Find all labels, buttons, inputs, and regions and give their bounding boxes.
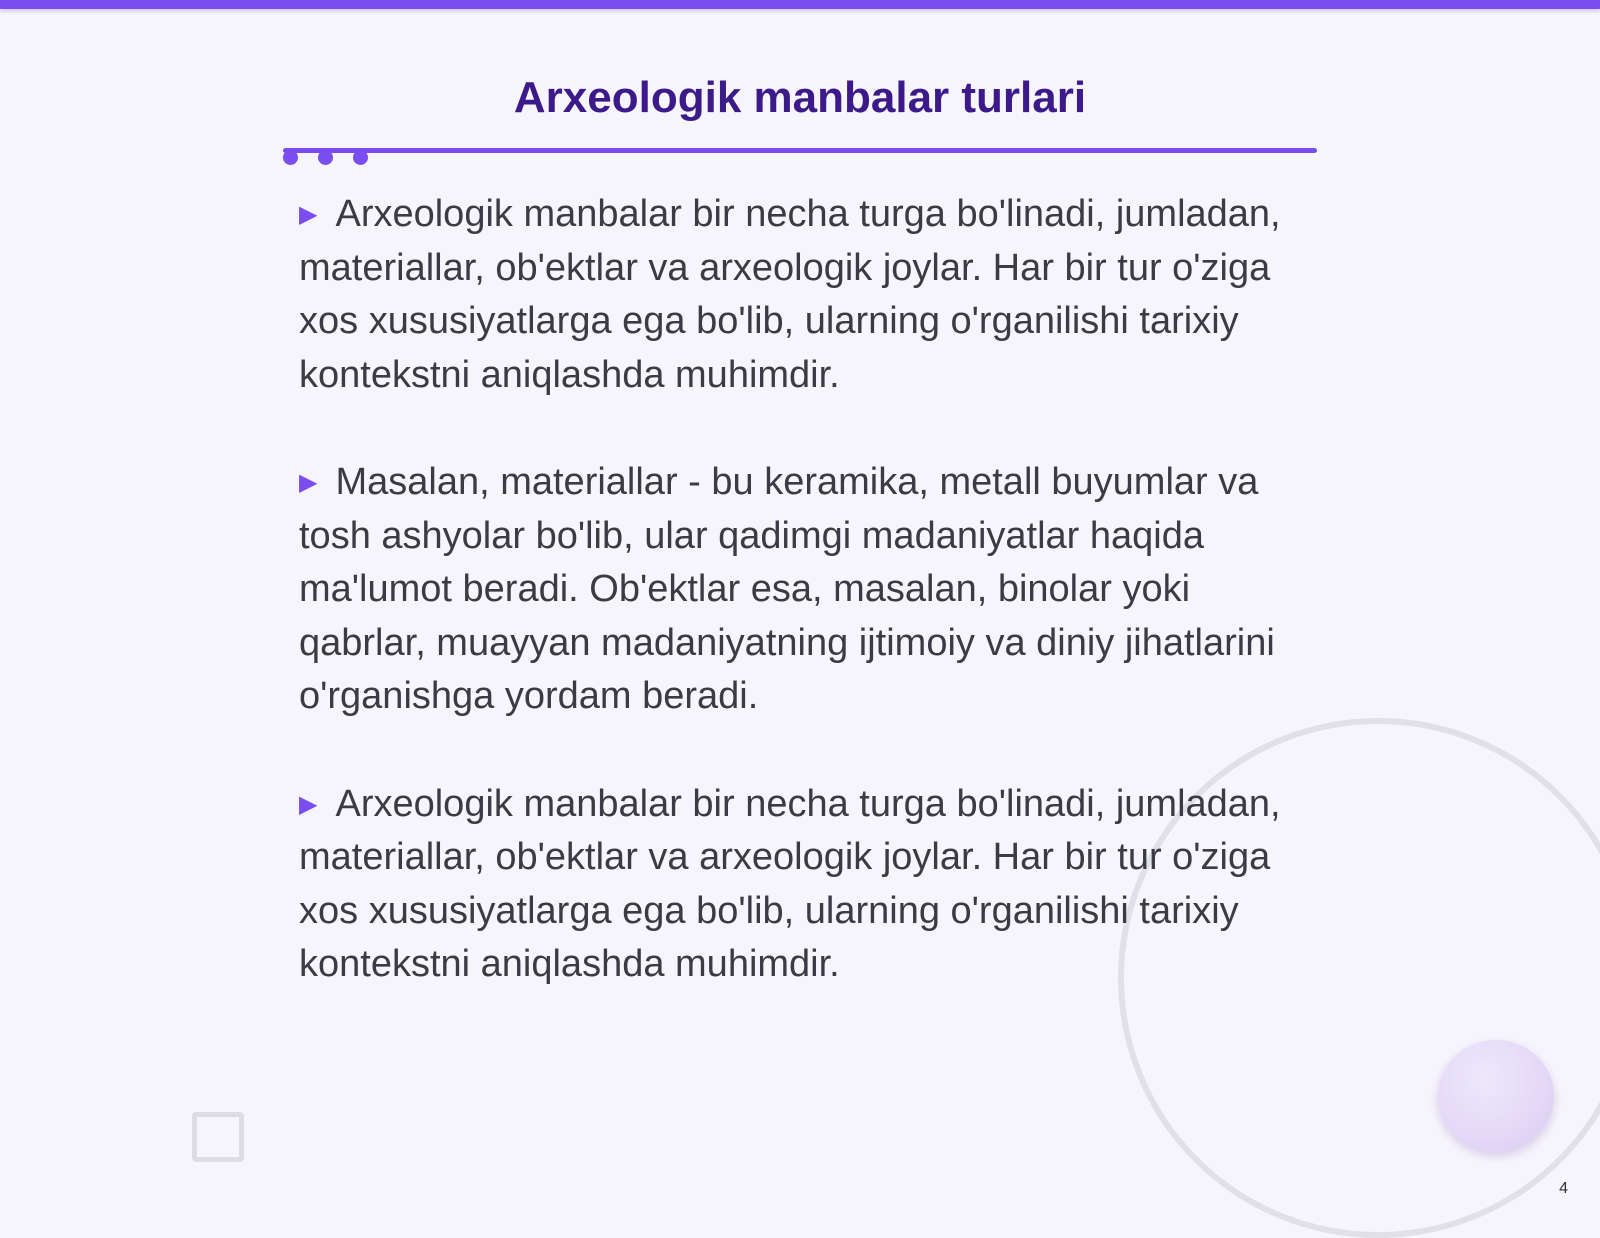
triangle-bullet-icon: ▶ [299, 469, 318, 496]
dot [283, 150, 298, 165]
title-underline [283, 148, 1317, 153]
decorative-square [192, 1112, 244, 1162]
bullet-paragraph-3 [299, 778, 1299, 992]
decorative-bubble [1438, 1040, 1554, 1152]
paragraph-text: Arxeologik manbalar bir necha turga bo'linadi, jumladan, materiallar, ob'ektlar va arxeologik joylar. Har bir tur o'ziga xos xususiyatlarga ega bo'lib, ularning o'rganilishi tarixiy kontekstni aniqlashda muhimdir. [299, 782, 1281, 985]
bullet-paragraph-1 [299, 188, 1299, 402]
slide-content [299, 188, 1299, 1046]
top-accent-bar [0, 0, 1600, 9]
paragraph-text: Masalan, materiallar - bu keramika, metall buyumlar va tosh ashyolar bo'lib, ular qadimgi madaniyatlar haqida ma'lumot beradi. Ob'ektlar esa, masalan, binolar yoki qabrlar, muayyan madaniyatning ijtimoiy va diniy jihatlarini o'rganishga yordam beradi. [299, 461, 1275, 717]
page-number: 4 [1559, 1180, 1568, 1197]
paragraph-text: Arxeologik manbalar bir necha turga bo'linadi, jumladan, materiallar, ob'ektlar va arxeologik joylar. Har bir tur o'ziga xos xususiyatlarga ega bo'lib, ularning o'rganilishi tarixiy kontekstni aniqlashda muhimdir. [299, 193, 1281, 396]
slide-title: Arxeologik manbalar turlari [513, 73, 1087, 122]
triangle-bullet-icon: ▶ [299, 790, 318, 818]
title-dots [283, 150, 383, 170]
dot [353, 150, 368, 165]
dot [318, 150, 333, 165]
bullet-paragraph-2 [299, 456, 1299, 724]
triangle-bullet-icon: ▶ [299, 201, 318, 228]
